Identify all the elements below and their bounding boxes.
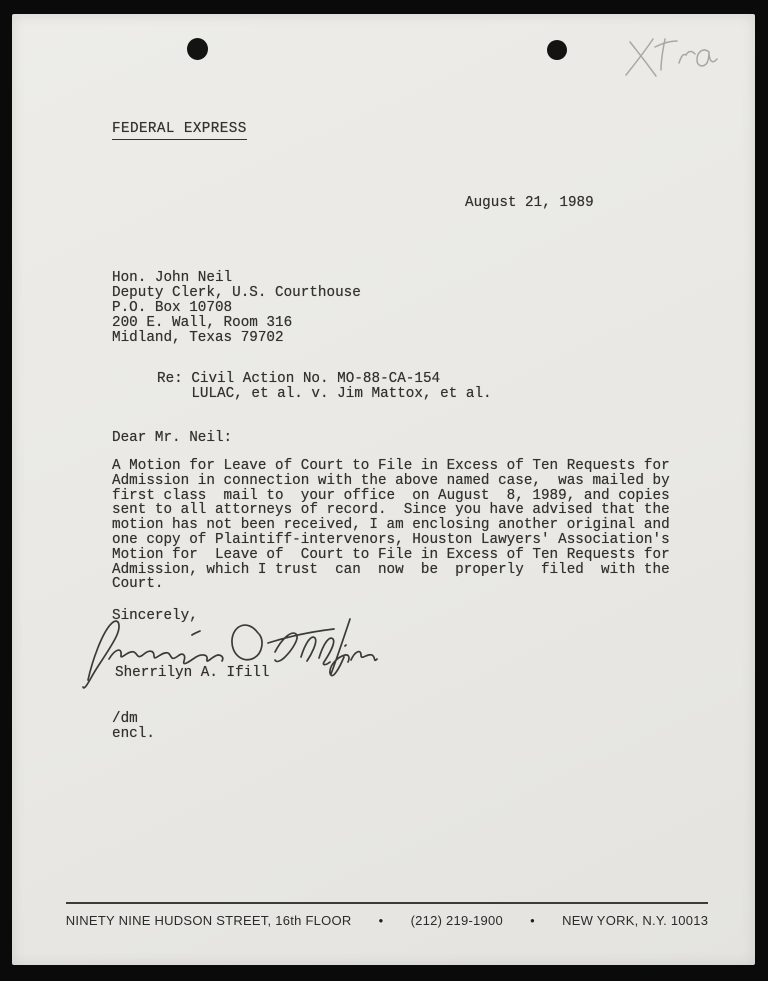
closing-notations [112,712,155,742]
body-line: Motion for Leave of Court to File in Excess of Ten Requests for [112,546,670,563]
body-line: A Motion for Leave of Court to File in Excess of Ten Requests for [112,458,670,474]
typist-initials: /dm [112,711,138,727]
body-line: sent to all attorneys of record. Since you have advised that the [112,502,670,519]
address-line: Hon. John Neil [112,270,233,286]
address-line: Deputy Clerk, U.S. Courthouse [112,285,361,301]
address-line: 200 E. Wall, Room 316 [112,315,293,331]
delivery-method-label: FEDERAL EXPRESS [112,122,247,140]
body-line: Admission in connection with the above named case, was mailed by [112,472,670,489]
footer-phone: (212) 219-1900 [410,913,503,928]
salutation: Dear Mr. Neil: [112,430,233,446]
address-line: Midland, Texas 79702 [112,330,284,346]
re-line: LULAC, et al. v. Jim Mattox, et al. [157,386,492,402]
letterhead-footer [66,913,708,928]
letter-body [112,459,670,592]
body-line: Court. [112,576,164,593]
footer-city: NEW YORK, N.Y. 10013 [562,913,709,928]
body-line: one copy of Plaintiff-intervenors, Houston Lawyers' Association's [112,531,670,548]
body-line: Admission, which I trust can now be properly filed with the [112,561,670,578]
footer-bullet-icon: ● [529,915,536,925]
body-line: first class mail to your office on August 8, 1989, and copies [112,487,670,504]
letter-page [12,14,755,965]
body-line: motion has not been received, I am enclosing another original and [112,517,670,534]
re-block [157,372,492,402]
typed-signature-name: Sherrilyn A. Ifill [115,665,270,681]
enclosure-notation: encl. [112,726,155,742]
footer-street-address: NINETY NINE HUDSON STREET, 16th FLOOR [65,913,352,928]
punch-hole-left [187,38,208,60]
closing-line: Sincerely, [112,608,198,624]
footer-rule [66,902,708,904]
recipient-address [112,271,361,346]
date-line: August 21, 1989 [465,195,594,211]
re-line: Re: Civil Action No. MO-88-CA-154 [157,371,441,387]
punch-hole-right [547,40,567,60]
address-line: P.O. Box 10708 [112,300,233,316]
pencil-note-mark [618,28,718,83]
footer-bullet-icon: ● [378,915,384,925]
